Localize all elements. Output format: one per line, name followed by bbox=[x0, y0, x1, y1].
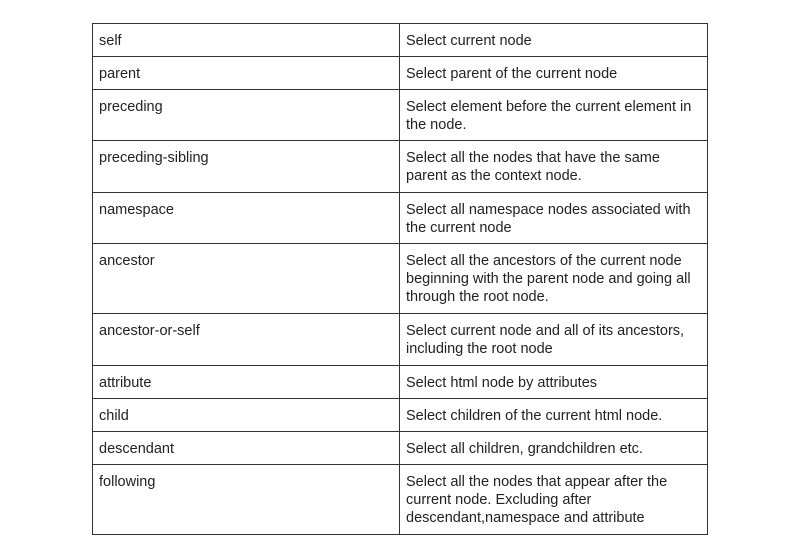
table-row bbox=[93, 141, 708, 193]
axis-description-cell: Select element before the current element in the node. bbox=[400, 90, 708, 141]
table-row bbox=[93, 193, 708, 244]
axis-description-cell: Select current node bbox=[400, 24, 708, 57]
axis-name-cell: parent bbox=[93, 57, 400, 90]
axis-description-cell: Select html node by attributes bbox=[400, 366, 708, 399]
axis-description-cell: Select all namespace nodes associated with the current node bbox=[400, 193, 708, 244]
table-row bbox=[93, 465, 708, 535]
axis-name-cell: preceding bbox=[93, 90, 400, 141]
table-row bbox=[93, 314, 708, 366]
axis-name-cell: ancestor bbox=[93, 244, 400, 314]
axis-description-cell: Select children of the current html node. bbox=[400, 399, 708, 432]
axis-description-cell: Select all the nodes that have the same parent as the context node. bbox=[400, 141, 708, 193]
table-row bbox=[93, 366, 708, 399]
table-row bbox=[93, 244, 708, 314]
axis-description-cell: Select parent of the current node bbox=[400, 57, 708, 90]
axis-name-cell: attribute bbox=[93, 366, 400, 399]
table-row bbox=[93, 399, 708, 432]
axis-description-cell: Select current node and all of its ancestors, including the root node bbox=[400, 314, 708, 366]
axis-name-cell: descendant bbox=[93, 432, 400, 465]
table-row bbox=[93, 24, 708, 57]
axis-name-cell: namespace bbox=[93, 193, 400, 244]
axis-name-cell: following bbox=[93, 465, 400, 535]
axis-name-cell: ancestor-or-self bbox=[93, 314, 400, 366]
table-row bbox=[93, 432, 708, 465]
axis-name-cell: self bbox=[93, 24, 400, 57]
axis-name-cell: preceding-sibling bbox=[93, 141, 400, 193]
axis-name-cell: child bbox=[93, 399, 400, 432]
axis-description-cell: Select all children, grandchildren etc. bbox=[400, 432, 708, 465]
xpath-axes-table bbox=[92, 23, 708, 535]
axis-description-cell: Select all the nodes that appear after the current node. Excluding after descendant,namespace and attribute bbox=[400, 465, 708, 535]
table-row bbox=[93, 90, 708, 141]
table-row bbox=[93, 57, 708, 90]
axis-description-cell: Select all the ancestors of the current node beginning with the parent node and going all through the root node. bbox=[400, 244, 708, 314]
